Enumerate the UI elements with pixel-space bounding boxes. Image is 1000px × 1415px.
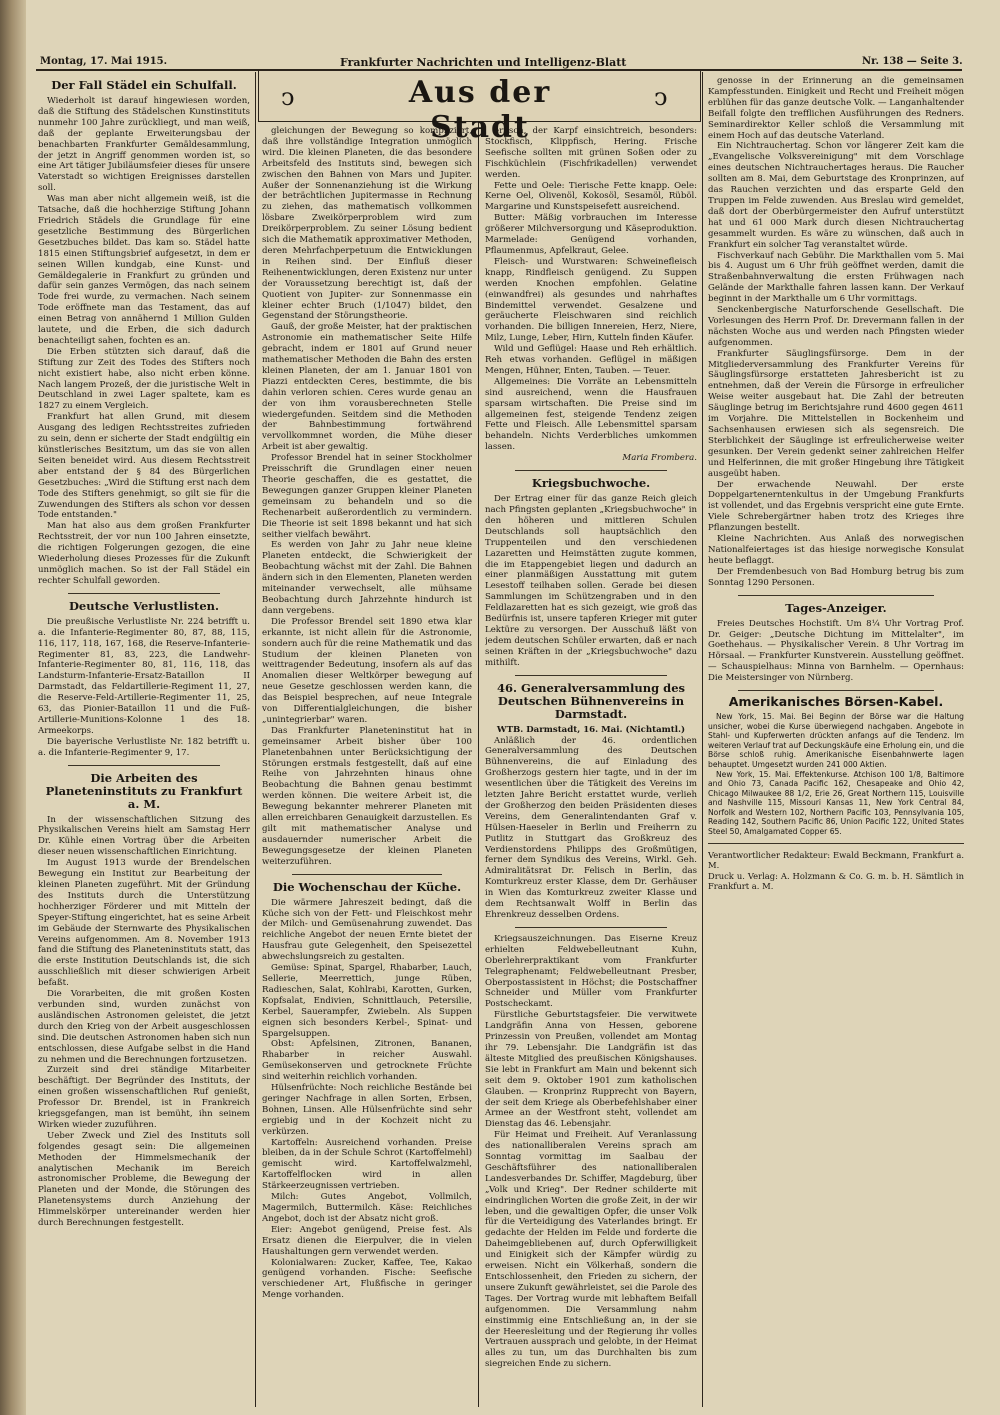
column-3 (485, 126, 697, 1406)
paragraph: Gemüse: Spinat, Spargel, Rhabarber, Lauch, Sellerie, Meerrettich, junge Rüben, Radieschen, Salat, Kohlrabi, Karotten, Gurken, Kopfsalat, Endivien, Schnittlauch, Petersilie, Kerbel, Sauerampfer, Zwiebeln. Als Suppen eignen sich besonders Kerbel-, Spinat- und Spargelsuppen. (262, 963, 472, 1039)
paragraph: Die Vorarbeiten, die mit großen Kosten verbunden sind, wurden zunächst von ausländischen Astronomen geleistet, die jetzt durch den Krieg von der Arbeit ausgeschlossen sind. Die deutschen Astronomen haben sich nun entschlossen, diese Aufgabe selbst in die Hand zu nehmen und die Berechnungen fortzusetzen. (38, 989, 250, 1065)
article-title: 46. Generalversammlung des Deutschen Bühnenvereins in Darmstadt. (497, 680, 685, 721)
column-4 (708, 76, 964, 1406)
divider (738, 690, 934, 691)
paragraph: Allgemeines: Die Vorräte an Lebensmitteln sind ausreichend, wenn die Hausfrauen sparsam wirtschaften. Die Preise sind im allgemeinen fest, steigende Tendenz zeigen Fette und Fleisch. Alle Lebensmittel sparsam behandeln. Nichts Verderbliches umkommen lassen. (485, 376, 697, 453)
imprint (708, 850, 964, 892)
ornament-right-icon: ↄ (654, 83, 668, 111)
paragraph: Im August 1913 wurde der Brendelschen Bewegung ein Institut zur Bearbeitung der kleinen Planeten zugeführt. Mit der Gründung des Instituts durch die Unterstützung hochherziger Förderer und mit Mitteln der Speyer-Stiftung eingerichtet, hat es seine Arbeit im Gebäude der Sternwarte des Physikalischen Vereins aufgenommen. Am 8. November 1913 fand die Stiftung des Planeteninstituts statt, das die erste Institution Deutschlands ist, die sich ausschließlich mit dieser schwierigen Arbeit befaßt. (38, 858, 250, 989)
paragraph: Frankfurt hat allen Grund, mit diesem Ausgang des ledigen Rechtsstreites zufrieden zu sein, denn er sicherte der Stadt endgültig ein künstlerisches Besitztum, um das sie von allen Seiten beneidet wird. Aus diesem Rechtsstreit aber entstand der § 84 des Bürgerlichen Gesetzbuches: „Wird die Stiftung erst nach dem Tode des Stifters genehmigt, so gilt sie für die Zuwendungen des Stifters als schon vor dessen Tode entstanden." (38, 412, 250, 521)
column-rule-3 (702, 72, 703, 1407)
article-title: Tages-Anzeiger. (785, 600, 887, 615)
paragraph: Das Frankfurter Planeteninstitut hat in gemeinsamer Arbeit bisher über 100 Planetenbahnen unter Berücksichtigung der Störungen erstmals festgestellt, daß auf eine Reihe von Jahrzehnten hinaus ohne Beobachtung die Bahnen genau bestimmt werden können. Die weitere Arbeit ist, die Bewegung bekannter mehrerer Planeten mit allen erreichbaren Genauigkeit darzustellen. Es gilt mit mathematischer Analyse und ausdauernder numerischer Arbeit die Bewegungsgesetze der kleinen Planeten weiterzuführen. (262, 725, 472, 867)
paragraph: Die preußische Verlustliste Nr. 224 betrifft u. a. die Infanterie-Regimenter 80, 87, 88, 115, 116, 117, 118, 167, 168, die Reserve-Infanterie-Regimenter 81, 83, 223, die Landwehr-Infanterie-Regimenter 80, 81, 116, 118, das Landsturm-Infanterie-Ersatz-Bataillon II Darmstadt, das Feldartillerie-Regiment 11, 27, die Reserve-Feld-Artillerie-Regimenter 11, 25, 63, das Pionier-Bataillon 11 und die Fuß-Artillerie-Munitions-Kolonne 1 des 18. Armeekorps. (38, 616, 250, 736)
paragraph: New York, 15. Mai. Effektenkurse. Atchison 100 1/8, Baltimore and Ohio 73, Canada Pacific 162, Chesapeake and Ohio 42, Chicago Milwaukee 88 1/2, Erie 26, Great Northern 115, Louisville and Nashville 115, Missouri Kansas 11, New York Central 84, Norfolk and Western 102, Northern Pacific 103, Pennsylvania 105, Reading 142, Southern Pacific 86, Union Pacific 122, United States Steel 50, Amalgamated Copper 65. (708, 769, 964, 837)
paragraph: In der wissenschaftlichen Sitzung des Physikalischen Vereins hielt am Samstag Herr Dr. Kühle einen Vortrag über die Arbeiten dieser neuen wissenschaftlichen Einrichtung. (38, 814, 250, 858)
paragraph: Für Heimat und Freiheit. Auf Veranlassung des nationalliberalen Vereins sprach am Sonntag vormittag im Saalbau der Geschäftsführer des nationalliberalen Landesverbandes Dr. Schiffer, Magdeburg, über „Volk und Krieg". Der Redner schilderte mit eindringlichen Worten die große Zeit, in der wir leben, und die gewaltigen Opfer, die unser Volk für die Verteidigung des Vaterlandes bringt. Er gedachte der Helden im Felde und forderte die Daheimgebliebenen auf, durch Opferwilligkeit und Einigkeit sich der Kämpfer würdig zu erweisen. Nicht ein Völkerhaß, sondern die Entschlossenheit, den Frieden zu sichern, der unsere Zukunft gewährleistet, sei die Parole des Tages. Der Vortrag wurde mit lebhaftem Beifall aufgenommen. Die Versammlung nahm einstimmig eine Entschließung an, in der sie der Heeresleitung und der Regierung ihr volles Vertrauen aussprach und gelobte, in der Heimat alles zu tun, um das Durchhalten bis zum siegreichen Ende zu sichern. (485, 1130, 697, 1370)
article-title: Kriegsbuchwoche. (531, 476, 651, 491)
paragraph: Zurzeit sind drei ständige Mitarbeiter beschäftigt. Der Begründer des Instituts, der einen großen wissenschaftlichen Ruf genießt, Professor Dr. Brendel, ist in Frankreich kriegsgefangen, man ist bemüht, ihn seinem Wirken wieder zuzuführen. (38, 1065, 250, 1130)
stock-cable-body (708, 712, 964, 837)
paragraph: Senckenbergische Naturforschende Gesellschaft. Die Vorlesungen des Herrn Prof. Dr. Drevermann fallen in der nächsten Woche aus und werden nach Pfingsten wieder aufgenommen. (708, 305, 964, 348)
paragraph: Frankfurter Säuglingsfürsorge. Dem in der Mitgliederversammlung des Frankfurter Vereins für Säuglingsfürsorge erstatteten Jahresbericht ist zu entnehmen, daß der Verein die Fürsorge in erfreulicher Weise weiter ausgebaut hat. Die Zahl der betreuten Säuglinge betrug im Berichtsjahre rund 4600 gegen 4611 im Vorjahre. Die Mittelstellen in Bockenheim und Sachsenhausen erwiesen sich als segensreich. Die Sterblichkeit der Säuglinge ist erfreulicherweise weiter gesunken. Der Verein gedenkt seiner zahlreichen Helfer und Helferinnen, die mit großer Hingebung ihre Tätigkeit ausgeübt haben. (708, 348, 964, 479)
paragraph: Wild und Geflügel: Haase und Reh erhältlich. Reh etwas vorhanden. Geflügel in mäßigen Mengen, Hühner, Enten, Tauben. — Teuer. (485, 344, 697, 376)
header-date: Montag, 17. Mai 1915. (40, 56, 168, 67)
paragraph: Wiederholt ist darauf hingewiesen worden, daß die Stiftung des Städelschen Kunstinstituts nunmehr 100 Jahre zurückliegt, und man weiß, daß der geplante Erweiterungsbau der benachbarten Frankfurter Gemäldesammlung, der jetzt in Angriff genommen worden ist, so eine Art tätiger Jubiläumsfeier dieses für unsere Vaterstadt so wichtigen Ereignisses darstellen soll. (38, 96, 250, 194)
divider (515, 927, 667, 928)
divider (515, 675, 667, 676)
paragraph: Ueber Zweck und Ziel des Instituts soll folgendes gesagt sein: Die allgemeinen Methoden der Himmelsmechanik der analytischen Mechanik im Bereich astronomischer Probleme, die Bewegung der Planeten und der Monde, die Störungen des Planetensystems durch Anziehung der Himmelskörper untereinander werden hier durch Berechnungen festgestellt. (38, 1130, 250, 1229)
divider (738, 595, 934, 596)
author-signature: Maria Frombera. (622, 453, 697, 464)
paragraph: Es werden von Jahr zu Jahr neue kleine Planeten entdeckt, die Schwierigkeit der Beobachtung wächst mit der Zahl. Die Bahnen ändern sich in den Elementen, Planeten werden miteinander verwechselt, alle mühsame Beobachtung durch Jahrzehnte hindurch ist dann vergebens. (262, 540, 472, 616)
paragraph: Butter: Mäßig vorbrauchen im Interesse größerer Milchversorgung und Käseproduktion. Marmelade: Genügend vorhanden, Pflaumenmus, Apfelkraut, Gelee. (485, 213, 697, 256)
paragraph: Der Fremdenbesuch von Bad Homburg betrug bis zum Sonntag 1290 Personen. (708, 566, 964, 588)
paragraph: Professor Brendel hat in seiner Stockholmer Preisschrift die Grundlagen einer neuen Theorie geschaffen, die es gestattet, die Bewegungen ganzer Gruppen kleiner Planeten gemeinsam zu behandeln und so die Rechenarbeit außerordentlich zu vermindern. Die Theorie ist seit 1898 bekannt und hat sich seither vielfach bewährt. (262, 453, 472, 540)
divider (68, 593, 220, 594)
paragraph: Die wärmere Jahreszeit bedingt, daß die Küche sich von der Fett- und Fleischkost mehr der Milch- und Gemüsenahrung zuwendet. Das reichliche Angebot der neuen Ernte bietet der Hausfrau gute Gelegenheit, den Speisezettel abwechslungsreich zu gestalten. (262, 897, 472, 963)
paragraph: Hülsenfrüchte: Noch reichliche Bestände bei geringer Nachfrage in allen Sorten, Erbsen, Bohnen, Linsen. Alle Hülsenfrüchte sind sehr ergiebig und in der Kochzeit nicht zu verkürzen. (262, 1083, 472, 1137)
paragraph: Kolonialwaren: Zucker, Kaffee, Tee, Kakao genügend vorhanden. Fische: Seefische verschiedener Art, Flußfische in geringer Menge vorhanden. (262, 1257, 472, 1301)
divider (708, 843, 964, 844)
stock-cable-title: Amerikanisches Börsen-Kabel. (728, 694, 944, 710)
paragraph: New York, 15. Mai. Bei Beginn der Börse war die Haltung unsicher, wobei die Kurse überwiegend nachgaben. Angebote in Stahl- und Kupferwerten drückten anfangs auf die Tendenz. Im weiteren Verlauf trat auf Deckungskäufe eine Erholung ein, und die Börse schloß ruhig. Amerikanische Eisenbahnwerte lagen behauptet. Umgesetzt wurden 241 000 Aktien. (708, 711, 964, 769)
paragraph: Kriegsauszeichnungen. Das Eiserne Kreuz erhielten Feldwebelleutnant Kuhn, Oberlehrerpraktikant vom Frankfurter Telegraphenamt; Feldwebelleutnant Presber, Oberpostassistent in Höchst; die Postschaffner Schneider und Müller vom Frankfurter Postscheckamt. (485, 933, 697, 1010)
article-title: Der Fall Städel ein Schulfall. (51, 78, 237, 92)
article-title: Die Wochenschau der Küche. (272, 879, 462, 894)
paragraph: gleichungen der Bewegung so kompliziert, daß ihre vollständige Integration unmöglich wird. Die kleinen Planeten, die das besondere Arbeitsfeld des Instituts sind, bewegen sich zwischen den Bahnen von Mars und Jupiter. Außer der Sonnenanziehung ist die Wirkung der beträchtlichen Jupitermasse in Rechnung zu ziehen, das mathematisch vollkommen lösbare Zweikörperproblem wird zum Dreikörperproblem. Zu seiner Lösung bedient sich die Mathematik approximativer Methoden, deren Mehrfachperpetuum die Entwicklungen in Reihen sind. Der Einfluß dieser Reihenentwicklungen, deren Existenz nur unter der Voraussetzung berechtigt ist, daß der Quotient von Jupiter- zur Sonnenmasse ein kleiner echter Bruch (1/1047) bildet, den Gegenstand der Störungstheorie. (262, 126, 472, 322)
divider (292, 874, 442, 875)
paragraph: Anläßlich der 46. ordentlichen Generalversammlung des Deutschen Bühnenvereins, die auf Einladung des Großherzogs gestern hier tagte, und in der im wesentlichen über die Tätigkeit des Vereins im letzten Jahre Bericht erstattet wurde, verlieh der Großherzog den beiden Präsidenten dieses Vereins, dem Generalintendanten Graf v. Hülsen-Haeseler in Berlin und Freiherrn zu Putlitz in Stuttgart das Großkreuz des Verdienstordens Philipps des Großmütigen, ferner dem Syndikus des Vereins, Wirkl. Geh. Admiralitätsrat Dr. Felisch in Berlin, das Komturkreuz erster Klasse, dem Dr. Gerhäuser in Wien das Komturkreuz zweiter Klasse und dem Rechtsanwalt Wolff in Berlin das Ehrenkreuz desselben Ordens. (485, 735, 697, 920)
paragraph: Der erwachende Neuwahl. Der erste Doppelgartenerntenkultus in der Umgebung Frankfurts ist vollendet, und das Ergebnis verspricht eine gute Ernte. Viele Schrebergärtner haben trotz des Krieges ihre Pflanzungen bestellt. (708, 479, 964, 534)
book-spine (0, 0, 26, 1415)
article-title: Die Arbeiten des Planeteninstituts zu Frankfurt a. M. (45, 770, 243, 811)
paragraph: Kartoffeln: Ausreichend vorhanden. Preise bleiben, da in der Schule Schrot (Kartoffelmehl) gemischt wird. Kartoffelwalzmehl, Kartoffelflocken wird in allen Stärkeerzeugnissen vertrieben. (262, 1137, 472, 1192)
paragraph: erfisch, der Karpf einsichtreich, besonders: Stockfisch, Klippfisch, Hering. Frische Seefische sollten mit grünen Soßen oder zu Fischküchlein (Fischfrikadellen) verwendet werden. (485, 126, 697, 180)
paragraph: Kleine Nachrichten. Aus Anlaß des norwegischen Nationalfeiertages ist das hiesige norwegische Konsulat heute beflaggt. (708, 534, 964, 566)
section-title: Aus der Stadt (408, 75, 552, 145)
paragraph: Fischverkauf nach Gebühr. Die Markthallen vom 5. Mai bis 4. August um 6 Uhr früh geöffnet werden, damit die Straßenbahnverwaltung die ersten Frühwagen nach Gelände der Markthalle fahren lassen kann. Der Verkauf beginnt in der Markthalle um 6 Uhr vormittags. (708, 250, 964, 305)
paragraph: Man hat also aus dem großen Frankfurter Rechtsstreit, der vor nun 100 Jahren einsetzte, die richtigen Folgerungen gezogen, die eine Wiederholung dieses Prozesses für die Zukunft unmöglich machen. So ist der Fall Städel ein rechter Schulfall geworden. (38, 521, 250, 586)
divider (68, 765, 220, 766)
imprint-publisher: Druck u. Verlag: A. Holzmann & Co. G. m. b. H. Sämtlich in Frankfurt a. M. (708, 870, 964, 892)
ornament-left-icon: ↄ (281, 83, 295, 111)
paragraph: Fürstliche Geburtstagsfeier. Die verwitwete Landgräfin Anna von Hessen, geborene Prinzessin von Preußen, vollendet am Montag ihr 79. Lebensjahr. Die Landgräfin ist das älteste Mitglied des preußischen Königshauses. Sie lebt in Frankfurt am Main und bekennt sich seit dem 9. Oktober 1901 zum katholischen Glauben. — Kronprinz Rupprecht von Bayern, der seit dem Kriege als Oberbefehlshaber einer Armee an der Westfront steht, vollendet am Dienstag das 46. Lebensjahr. (485, 1010, 697, 1130)
paragraph: Fleisch- und Wurstwaren: Schweinefleisch knapp, Rindfleisch genügend. Zu Suppen werden Knochen empfohlen. Gelatine (einwandfrei) als gesundes und nahrhaftes Bindemittel verwendet. Gesalzene und geräucherte Fleischwaren sind reichlich vorhanden. Die billigen Innereien, Herz, Niere, Milz, Lunge, Leber, Hirn, Kutteln finden Käufer. (485, 256, 697, 344)
paragraph: Milch: Gutes Angebot, Vollmilch, Magermilch, Buttermilch. Käse: Reichliches Angebot, doch ist der Absatz nicht groß. (262, 1192, 472, 1224)
paragraph: Die bayerische Verlustliste Nr. 182 betrifft u. a. die Infanterie-Regimenter 9, 17. (38, 736, 250, 758)
paragraph: Die Erben stützten sich darauf, daß die Stiftung zur Zeit des Todes des Stifters noch nicht existiert habe, also nicht erben könne. Nach langem Prozeß, der die juristische Welt in Deutschland in zwei Lager spaltete, kam es 1827 zu einem Vergleich. (38, 346, 250, 412)
paragraph: Obst: Apfelsinen, Zitronen, Bananen, Rhabarber in reicher Auswahl. Gemüsekonserven und getrocknete Früchte sind weiterhin reichlich vorhanden. (262, 1039, 472, 1083)
section-masthead (258, 70, 701, 145)
article-title: Deutsche Verlustlisten. (68, 598, 220, 613)
paragraph: Eier: Angebot genügend, Preise fest. Als Ersatz dienen die Eierpulver, die in vielen Haushaltungen gern verwendet werden. (262, 1224, 472, 1257)
imprint-editor: Verantwortlicher Redakteur: Ewald Beckmann, Frankfurt a. M. (708, 849, 964, 871)
header-paper-name: Frankfurter Nachrichten und Intelligenz-Blatt (340, 56, 627, 69)
paragraph: Der Ertrag einer für das ganze Reich gleich nach Pfingsten geplanten „Kriegsbuchwoche" in den höheren und mittleren Schulen Deutschlands soll hauptsächlich den Truppenteilen und den verschiedenen Lazaretten und Heimstätten zugute kommen, die im Etappengebiet liegen und dadurch an einer planmäßigen Ausstattung mit gutem Lesestoff teilhaben sollen. Gerade bei diesen Sammlungen im Schützengraben und in den Feldlazaretten hat es sich gezeigt, wie groß das Bedürfnis ist, unsere tapferen Krieger mit guter Lektüre zu versorgen. Der Ausschuß läßt von jedem deutschen Schüler erwarten, daß er nach seinen Kräften in der „Kriegsbuchwoche" dazu mithilft. (485, 494, 697, 668)
dateline: WTB. Darmstadt, 16. Mai. (Nichtamtl.) (496, 724, 686, 735)
column-1 (38, 76, 250, 1406)
paragraph: Fette und Oele: Tierische Fette knapp. Oele: Kerne Oel, Olivenöl, Kokosöl, Sesamöl, Rüböl. Margarine und Kunstspeisefett ausreichend. (485, 180, 697, 213)
column-rule-2 (478, 122, 479, 1407)
column-rule-1 (255, 72, 256, 1407)
header-issue: Nr. 138 — Seite 3. (862, 56, 963, 67)
paragraph: Ein Nichtrauchertag. Schon vor längerer Zeit kam die „Evangelische Volksvereinigung" mit dem Vorschlage eines deutschen Nichtrauchertages heraus. Die Raucher sollten am 8. Mai, dem Geburtstage des Kronprinzen, auf das Rauchen verzichten und das ersparte Geld den Truppen im Felde zuwenden. Aus Breslau wird gemeldet, daß dort der Oberbürgermeister den Aufruf unterstützt hat und 61 000 Mark durch diesen Nichtrauchertag gesammelt wurden. Es wäre zu wünschen, daß auch in Frankfurt ein solcher Tag veranstaltet würde. (708, 141, 964, 250)
paragraph: genosse in der Erinnerung an die gemeinsamen Kampfesstunden. Einigkeit und Recht und Freiheit mögen erblühen für das ganze deutsche Volk. — Langanhaltender Beifall folgte den trefflichen Ausführungen des Redners. Seminardirektor Keller schloß die Versammlung mit einem Hoch auf das deutsche Vaterland. (708, 76, 964, 141)
paragraph: Gauß, der große Meister, hat der praktischen Astronomie ein mathematischer Seite Hilfe gebracht, indem er 1801 auf Grund neuer mathematischer Methoden die Bahn des ersten kleinen Planeten, der am 1. Januar 1801 von Piazzi entdeckten Ceres, bestimmte, die bis dahin verloren schien. Ceres wurde genau an der von ihm vorausberechneten Stelle wiedergefunden. Seitdem sind die Methoden der Bahnbestimmung fortwährend vervollkommnet worden, die Mühe dieser Arbeit ist aber gewaltig. (262, 322, 472, 453)
paragraph: Freies Deutsches Hochstift. Um 8¼ Uhr Vortrag Prof. Dr. Geiger: „Deutsche Dichtung im Mittelalter", im Goethehaus. — Physikalischer Verein. 8 Uhr Vortrag im Hörsaal. — Frankfurter Kunstverein. Ausstellung geöffnet. — Schauspielhaus: Minna von Barnhelm. — Opernhaus: Die Meistersinger von Nürnberg. (708, 618, 964, 684)
paragraph: Die Professor Brendel seit 1890 etwa klar erkannte, ist nicht allein für die Astronomie, sondern auch für die reine Mathematik und das Studium der kleinen Planeten von weittragender Bedeutung, insofern als auf das Anomalien dieser Weltkörper bewegung auf neue Gesetze geschlossen werden kann, die das Beispiel besprechen, auf neue Integrale von Differentialgleichungen, die bisher „unintegrierbar" waren. (262, 616, 472, 725)
paragraph: Was man aber nicht allgemein weiß, ist die Tatsache, daß die hochherzige Stiftung Johann Friedrich Städels die Grundlage für eine gesetzliche Bestimmung des Bürgerlichen Gesetzbuches bildet. Das kam so. Städel hatte 1815 einen Stiftungsbrief aufgesetzt, in dem er seinen Willen kundgab, eine Kunst- und Gemäldegalerie in Frankfurt zu gründen und dafür sein ganzes Vermögen, das nach seinem Tode frei wurde, zu vermachen. Nach seinem Tode eröffnete man das Testament, das auf einen Betrag von annähernd 1 Million Gulden lautete, und die Erben, die sich dadurch benachteiligt sahen, fochten es an. (38, 194, 250, 346)
column-2 (262, 126, 472, 1406)
divider (515, 470, 667, 471)
